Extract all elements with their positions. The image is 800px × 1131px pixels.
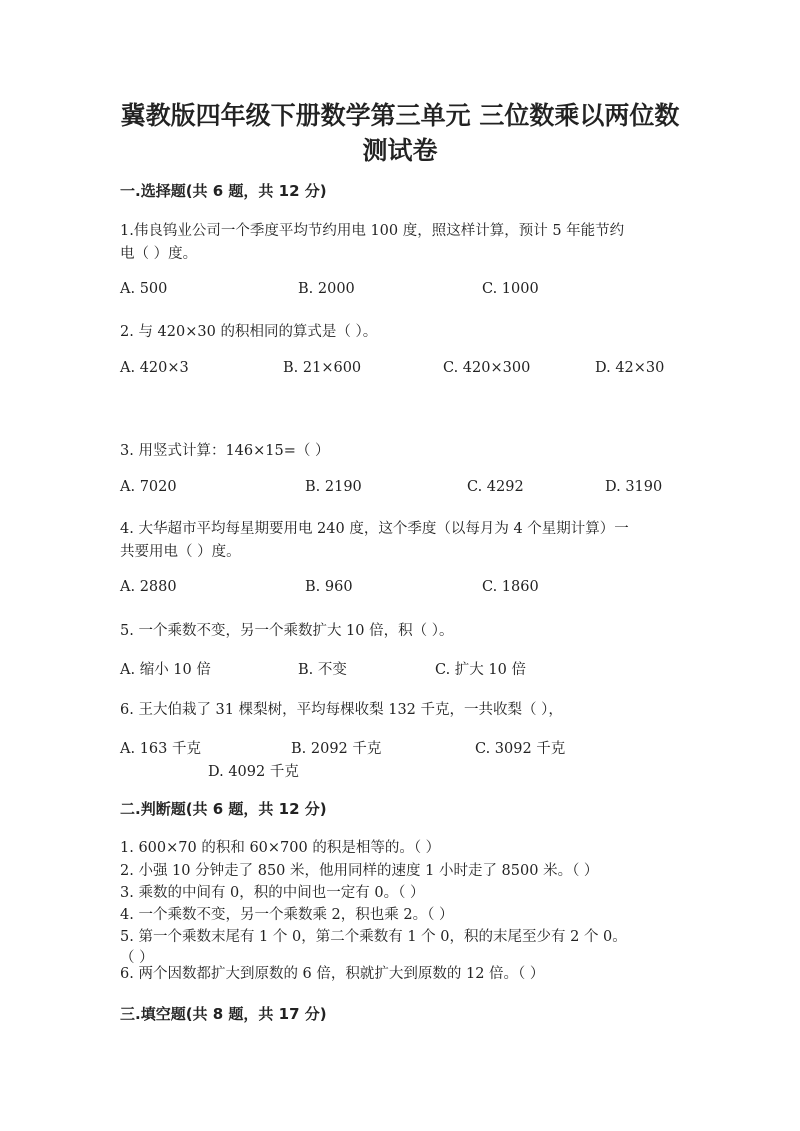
judgment-line-4: 4. 一个乘数不变，另一个乘数乘 2，积也乘 2。（ ）: [120, 907, 454, 923]
question-3-option-d: D. 3190: [605, 479, 663, 495]
question-1-option-a: A. 500: [120, 281, 168, 297]
question-2-option-c: C. 420×300: [443, 360, 531, 376]
question-3-text: 3. 用竖式计算：146×15=（ ）: [120, 443, 330, 459]
judgment-line-5-cont: （ ）: [120, 950, 154, 966]
page-title-line2: 测试卷: [362, 136, 438, 165]
question-1-text: 1.伟良钨业公司一个季度平均节约用电 100 度，照这样计算，预计 5 年能节约: [120, 223, 625, 239]
judgment-line-5: 5. 第一个乘数末尾有 1 个 0，第二个乘数有 1 个 0，积的末尾至少有 2 个 0。: [120, 929, 627, 945]
question-1-option-c: C. 1000: [482, 281, 539, 297]
question-4-option-c: C. 1860: [482, 579, 539, 595]
question-4-option-a: A. 2880: [120, 579, 177, 595]
question-6-text: 6. 王大伯栽了 31 棵梨树，平均每棵收梨 132 千克，一共收梨（ ），: [120, 702, 563, 718]
question-6-option-a: A. 163 千克: [120, 741, 201, 757]
judgment-line-2: 2. 小强 10 分钟走了 850 米，他用同样的速度 1 小时走了 8500 米。（ ）: [120, 863, 599, 879]
question-5-text: 5. 一个乘数不变，另一个乘数扩大 10 倍，积（ ）。: [120, 623, 454, 639]
question-3-option-b: B. 2190: [305, 479, 362, 495]
page-title-line1: 冀教版四年级下册数学第三单元 三位数乘以两位数: [120, 101, 680, 130]
question-2-option-a: A. 420×3: [120, 360, 189, 376]
judgment-line-3: 3. 乘数的中间有 0，积的中间也一定有 0。（ ）: [120, 885, 425, 901]
judgment-line-6: 6. 两个因数都扩大到原数的 6 倍，积就扩大到原数的 12 倍。（ ）: [120, 966, 545, 982]
question-2-option-b: B. 21×600: [283, 360, 362, 376]
question-2-text: 2. 与 420×30 的积相同的算式是（ ）。: [120, 324, 378, 340]
question-4-option-b: B. 960: [305, 579, 353, 595]
section-heading-judgment: 二.判断题(共 6 题，共 12 分): [120, 800, 327, 818]
question-5-option-b: B. 不变: [298, 662, 347, 678]
question-6-option-c: C. 3092 千克: [475, 741, 566, 757]
question-3-option-a: A. 7020: [120, 479, 177, 495]
question-6-option-b: B. 2092 千克: [291, 741, 382, 757]
question-2-option-d: D. 42×30: [595, 360, 665, 376]
question-4-text: 4. 大华超市平均每星期要用电 240 度，这个季度（以每月为 4 个星期计算）一: [120, 521, 629, 537]
question-1-text-cont: 电（ ）度。: [120, 246, 198, 262]
question-5-option-c: C. 扩大 10 倍: [435, 662, 526, 678]
section-heading-choice: 一.选择题(共 6 题，共 12 分): [120, 182, 327, 200]
section-heading-fill-in: 三.填空题(共 8 题，共 17 分): [120, 1005, 327, 1023]
question-6-option-d: D. 4092 千克: [208, 764, 299, 780]
question-5-option-a: A. 缩小 10 倍: [120, 662, 211, 678]
question-1-option-b: B. 2000: [298, 281, 355, 297]
judgment-line-1: 1. 600×70 的积和 60×700 的积是相等的。（ ）: [120, 840, 441, 856]
question-4-text-cont: 共要用电（ ）度。: [120, 544, 241, 560]
question-3-option-c: C. 4292: [467, 479, 524, 495]
